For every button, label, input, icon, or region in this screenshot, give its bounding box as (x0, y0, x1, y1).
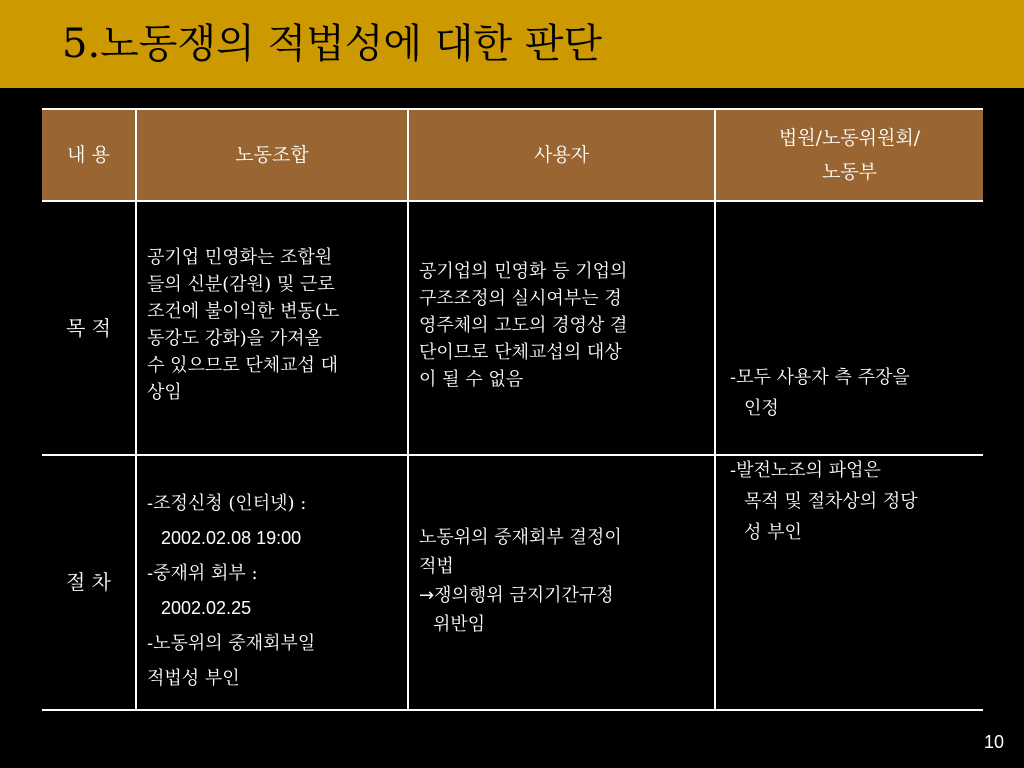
purpose-employer-cell (409, 202, 716, 454)
merged-divider-cover (716, 452, 983, 454)
procedure-union-value: 적법성 부인 (147, 668, 240, 689)
purpose-union-line: 동강도 강화)을 가져올 (147, 328, 322, 349)
slide-title: 5.노동쟁의 적법성에 대한 판단 (62, 21, 602, 67)
purpose-union-cell (137, 202, 409, 454)
procedure-union-label: -조정신청 (인터넷) : (147, 493, 307, 514)
judgment-item (730, 362, 983, 424)
procedure-union-label: -중재위 회부 : (147, 563, 258, 584)
procedure-union-value: 2002.02.08 19:00 (161, 528, 302, 548)
procedure-employer-arrow-line (419, 581, 706, 610)
arrow-right-icon: → (419, 585, 435, 606)
purpose-union-line: 수 있으므로 단체교섭 대 (147, 355, 339, 376)
procedure-union-cell (137, 456, 409, 709)
procedure-union-label: -노동위의 중재회부일 (147, 633, 316, 654)
row-label-procedure: 절 차 (42, 456, 137, 709)
procedure-employer-line: 쟁의행위 금지기간규정 (434, 585, 614, 606)
page-number: 10 (983, 732, 1004, 752)
judgment-line: 인정 (744, 397, 779, 419)
table-header-row (42, 110, 983, 202)
purpose-union-line: 공기업 민영화는 조합원 (147, 247, 333, 268)
court-judgment-cell (716, 202, 983, 707)
purpose-employer-line: 공기업의 민영화 등 기업의 (419, 261, 628, 282)
judgment-line: 성 부인 (744, 521, 802, 543)
procedure-employer-line: 위반임 (433, 614, 486, 635)
header-court-line-1: 법원/노동위원회/ (778, 127, 921, 149)
judgment-line: -모두 사용자 측 주장을 (730, 366, 910, 388)
title-bar (0, 0, 1024, 88)
procedure-employer-line: 적법 (419, 556, 454, 577)
header-content: 내 용 (42, 110, 137, 200)
header-employer: 사용자 (409, 110, 716, 200)
row-label-purpose: 목 적 (42, 202, 137, 454)
procedure-union-value: 2002.02.25 (161, 598, 252, 618)
judgment-item (730, 455, 983, 548)
purpose-employer-line: 이 될 수 없음 (419, 369, 524, 390)
purpose-union-line: 들의 신분(감원) 및 근로 (147, 274, 335, 295)
procedure-employer-cell (409, 456, 716, 709)
header-court (716, 110, 983, 200)
purpose-employer-line: 구조조정의 실시여부는 경 (419, 288, 622, 309)
purpose-union-line: 상임 (147, 382, 182, 403)
judgment-line: 목적 및 절차상의 정당 (744, 490, 918, 512)
procedure-employer-line: 노동위의 중재회부 결정이 (419, 527, 622, 548)
header-union: 노동조합 (137, 110, 409, 200)
purpose-employer-line: 단이므로 단체교섭의 대상 (419, 342, 622, 363)
purpose-employer-line: 영주체의 고도의 경영상 결 (419, 315, 628, 336)
comparison-table (42, 110, 983, 711)
header-court-line-2: 노동부 (821, 161, 878, 183)
purpose-union-line: 조건에 불이익한 변동(노 (147, 301, 340, 322)
judgment-line: -발전노조의 파업은 (730, 459, 881, 481)
